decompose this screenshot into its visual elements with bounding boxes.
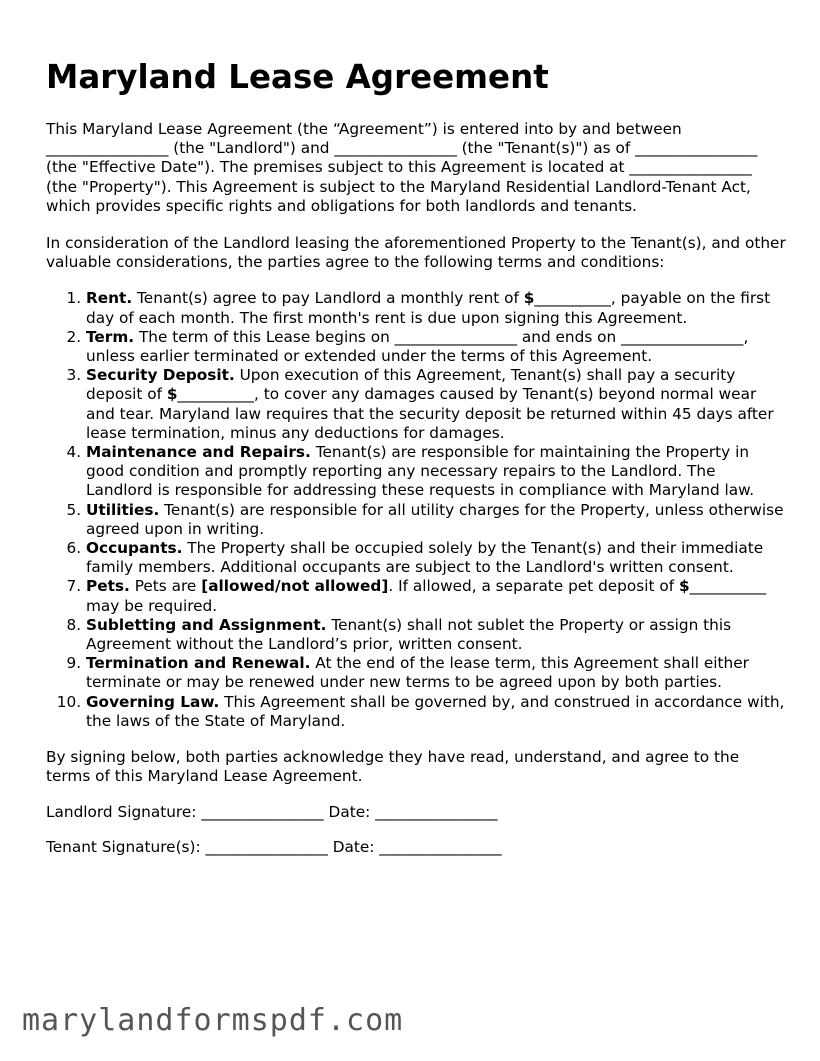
term-subletting bbox=[86, 616, 786, 654]
term-text: Tenant(s) shall not sublet the Property or assign this Agreement without the Landlord’s prior, written consent. bbox=[86, 615, 732, 654]
term-termination bbox=[86, 654, 786, 692]
term-heading: Maintenance and Repairs. bbox=[86, 443, 311, 462]
consideration-paragraph: In consideration of the Landlord leasing the aforementioned Property to the Tenant(s), and other valuable considerations, the parties agree to the following terms and conditions: bbox=[46, 234, 786, 272]
term-occupants bbox=[86, 539, 786, 577]
term-term bbox=[86, 328, 786, 366]
term-heading: Rent. bbox=[86, 289, 133, 308]
term-text-mid: . If allowed, a separate pet deposit of bbox=[388, 577, 679, 596]
term-text: The term of this Lease begins on ________________ and ends on ________________, unless earlier terminated or extended under the terms of this Agreement. bbox=[86, 327, 749, 366]
closing-paragraph: By signing below, both parties acknowledge they have read, understand, and agree to the terms of this Maryland Lease Agreement. bbox=[46, 748, 740, 786]
term-text: Tenant(s) are responsible for all utility charges for the Property, unless otherwise agreed upon in writing. bbox=[86, 500, 784, 538]
document-title: Maryland Lease Agreement bbox=[46, 58, 549, 96]
term-text-after: __________, payable on the first day of each month. The first month's rent is due upon signing this Agreement. bbox=[86, 289, 771, 327]
term-rent bbox=[86, 289, 786, 327]
term-heading: Utilities. bbox=[86, 500, 160, 519]
term-money-sign: $ bbox=[523, 289, 535, 308]
site-watermark: marylandformspdf.com bbox=[22, 1003, 404, 1038]
terms-list bbox=[46, 289, 786, 731]
term-text: Pets are bbox=[129, 577, 202, 596]
term-money-sign: $ bbox=[678, 577, 690, 596]
term-heading: Security Deposit. bbox=[86, 366, 235, 385]
intro-paragraph: This Maryland Lease Agreement (the “Agreement”) is entered into by and between ________________ (the "Landlord") and ________________ (the "Tenant(s)") as of ________________ (the "Effective Date"). The premises subject to this Agreement is located at ________________ (the "Property"). This Agreement is subject to the Maryland Residential Landlord-Tenant Act, which provides specific rights and obligations for both landlords and tenants. bbox=[46, 120, 758, 215]
term-heading: Occupants. bbox=[86, 539, 183, 558]
term-utilities bbox=[86, 501, 786, 539]
term-text-after: __________ may be required. bbox=[86, 577, 767, 615]
term-heading: Subletting and Assignment. bbox=[86, 615, 327, 634]
tenant-signature-line: Tenant Signature(s): ________________ Date: ________________ bbox=[46, 837, 502, 856]
term-text: The Property shall be occupied solely by the Tenant(s) and their immediate family members. Additional occupants are subject to the Landlord's written consent. bbox=[86, 539, 764, 577]
term-text-after: __________, to cover any damages caused by Tenant(s) beyond normal wear and tear. Maryland law requires that the security deposit be returned within 45 days after lease termination, minus any deductions for damages. bbox=[86, 385, 774, 442]
term-text: Tenant(s) agree to pay Landlord a monthly rent of bbox=[132, 289, 524, 308]
term-text: This Agreement shall be governed by, and construed in accordance with, the laws of the State of Maryland. bbox=[86, 692, 785, 730]
term-heading: Pets. bbox=[86, 577, 130, 596]
term-bold-option: [allowed/not allowed] bbox=[201, 577, 389, 596]
term-maintenance bbox=[86, 443, 786, 501]
document-page bbox=[46, 58, 786, 873]
term-pets bbox=[86, 577, 786, 615]
term-heading: Term. bbox=[86, 327, 135, 346]
term-money-sign: $ bbox=[166, 385, 178, 404]
landlord-signature-line: Landlord Signature: ________________ Date: ________________ bbox=[46, 802, 498, 821]
term-heading: Governing Law. bbox=[86, 692, 220, 711]
term-text: Upon execution of this Agreement, Tenant(s) shall pay a security deposit of bbox=[86, 366, 736, 404]
term-heading: Termination and Renewal. bbox=[86, 654, 311, 673]
term-text: Tenant(s) are responsible for maintaining the Property in good condition and promptly reporting any necessary repairs to the Landlord. The Landlord is responsible for addressing these requests in compliance with Maryland law. bbox=[86, 443, 755, 500]
term-security-deposit bbox=[86, 366, 786, 443]
term-governing-law bbox=[86, 693, 786, 731]
term-text: At the end of the lease term, this Agreement shall either terminate or may be renewed under new terms to be agreed upon by both parties. bbox=[86, 654, 749, 692]
